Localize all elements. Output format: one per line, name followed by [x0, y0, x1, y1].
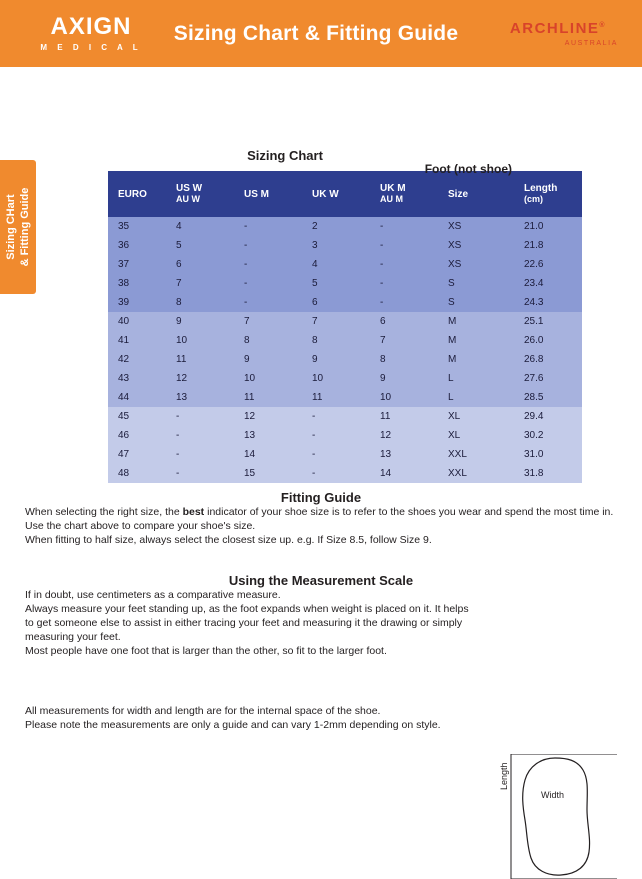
cell-size: XXL: [438, 464, 514, 483]
axign-logo-wordmark: AXIGN: [50, 13, 132, 40]
measurement-paragraph-3: Most people have one foot that is larger than the other, so fit to the larger foot.: [25, 645, 387, 657]
cell-us-w: 11: [166, 350, 234, 369]
cell-us-w: 13: [166, 388, 234, 407]
column-header-us-m: [234, 171, 302, 217]
table-row: [108, 426, 582, 445]
cell-us-w: -: [166, 445, 234, 464]
cell-uk-m: -: [370, 217, 438, 236]
column-header-us-w-label: US W: [176, 183, 203, 194]
table-row: [108, 369, 582, 388]
cell-uk-w: 8: [302, 331, 370, 350]
column-header-euro: [108, 171, 166, 217]
cell-uk-w: 3: [302, 236, 370, 255]
cell-length: 26.0: [514, 331, 582, 350]
cell-uk-w: 9: [302, 350, 370, 369]
cell-uk-m: 13: [370, 445, 438, 464]
cell-size: XS: [438, 236, 514, 255]
column-header-uk-w-label: UK W: [312, 188, 339, 200]
column-header-au-w-label: AU W: [176, 194, 200, 204]
cell-uk-w: -: [302, 464, 370, 483]
cell-size: XS: [438, 217, 514, 236]
cell-uk-m: -: [370, 255, 438, 274]
foot-not-shoe-note: Foot (not shoe): [424, 162, 512, 176]
table-row: [108, 236, 582, 255]
cell-length: 25.1: [514, 312, 582, 331]
cell-length: 21.0: [514, 217, 582, 236]
fitting-guide-p1-pre: When selecting the right size, the: [25, 506, 183, 518]
cell-length: 29.4: [514, 407, 582, 426]
cell-us-w: -: [166, 426, 234, 445]
table-row: [108, 445, 582, 464]
column-header-us-m-label: US M: [244, 188, 269, 200]
cell-size: M: [438, 350, 514, 369]
column-header-length-unit: (cm): [524, 194, 544, 204]
measurement-scale-title: Using the Measurement Scale: [228, 573, 414, 588]
cell-us-m: 7: [234, 312, 302, 331]
cell-uk-m: -: [370, 274, 438, 293]
sizing-chart-section: [108, 148, 558, 483]
cell-uk-m: -: [370, 293, 438, 312]
measurement-paragraph-4: All measurements for width and length are for the internal space of the shoe.: [25, 705, 381, 717]
cell-us-m: -: [234, 293, 302, 312]
table-row: [108, 312, 582, 331]
archline-logo-wordmark: [510, 21, 606, 36]
archline-logo: [492, 20, 642, 47]
cell-euro: 36: [108, 236, 166, 255]
side-tab-line1: Sizing CHart: [5, 194, 17, 260]
cell-us-m: 9: [234, 350, 302, 369]
cell-uk-m: 10: [370, 388, 438, 407]
cell-size: M: [438, 312, 514, 331]
cell-size: S: [438, 293, 514, 312]
cell-length: 30.2: [514, 426, 582, 445]
cell-size: XL: [438, 426, 514, 445]
cell-uk-m: 12: [370, 426, 438, 445]
fitting-guide-p1-post: indicator of your shoe size is to refer to the shoes you wear and spend the most time in. Use the chart above to compare your shoe's size.: [25, 506, 614, 532]
column-header-uk-m-label: UK M: [380, 183, 406, 194]
foot-outline-svg: [497, 754, 617, 879]
cell-uk-w: 11: [302, 388, 370, 407]
cell-us-w: 10: [166, 331, 234, 350]
fitting-guide-p1-emphasis: best: [182, 506, 205, 518]
cell-length: 27.6: [514, 369, 582, 388]
page-title: Sizing Chart & Fitting Guide: [173, 21, 459, 45]
cell-size: L: [438, 388, 514, 407]
cell-uk-w: -: [302, 445, 370, 464]
table-row: [108, 293, 582, 312]
cell-euro: 37: [108, 255, 166, 274]
cell-us-m: 15: [234, 464, 302, 483]
foot-outline-diagram: [497, 754, 617, 879]
cell-length: 21.8: [514, 236, 582, 255]
axign-logo-subtitle: M E D I C A L: [40, 43, 142, 52]
table-row: [108, 388, 582, 407]
cell-euro: 39: [108, 293, 166, 312]
cell-length: 31.8: [514, 464, 582, 483]
column-header-length: [514, 171, 582, 217]
sizing-chart-heading: [108, 148, 512, 163]
cell-euro: 43: [108, 369, 166, 388]
cell-length: 26.8: [514, 350, 582, 369]
measurement-text-column: [25, 602, 480, 732]
cell-us-m: -: [234, 236, 302, 255]
cell-us-m: 14: [234, 445, 302, 464]
table-row: [108, 350, 582, 369]
cell-uk-w: 4: [302, 255, 370, 274]
cell-us-m: -: [234, 274, 302, 293]
column-header-euro-label: EURO: [118, 188, 147, 200]
cell-size: XXL: [438, 445, 514, 464]
cell-us-w: 9: [166, 312, 234, 331]
sizing-table: [108, 171, 582, 483]
cell-length: 31.0: [514, 445, 582, 464]
cell-uk-m: -: [370, 236, 438, 255]
cell-uk-m: 11: [370, 407, 438, 426]
foot-outline-path: [523, 758, 590, 875]
cell-us-m: 10: [234, 369, 302, 388]
measurement-block: [25, 602, 617, 800]
cell-length: 28.5: [514, 388, 582, 407]
column-header-size: [438, 171, 514, 217]
cell-us-m: 12: [234, 407, 302, 426]
table-row: [108, 407, 582, 426]
cell-length: 22.6: [514, 255, 582, 274]
table-row: [108, 274, 582, 293]
cell-us-w: 4: [166, 217, 234, 236]
column-header-uk-w: [302, 171, 370, 217]
cell-uk-w: -: [302, 407, 370, 426]
cell-euro: 40: [108, 312, 166, 331]
cell-us-w: 6: [166, 255, 234, 274]
table-row: [108, 255, 582, 274]
column-header-length-label: Length: [524, 183, 558, 194]
cell-us-w: 5: [166, 236, 234, 255]
sizing-table-body: [108, 217, 582, 483]
table-row: [108, 464, 582, 483]
cell-us-w: 7: [166, 274, 234, 293]
cell-length: 23.4: [514, 274, 582, 293]
cell-size: XS: [438, 255, 514, 274]
cell-uk-m: 14: [370, 464, 438, 483]
table-row: [108, 217, 582, 236]
fitting-guide-title: Fitting Guide: [280, 490, 362, 505]
cell-uk-m: 8: [370, 350, 438, 369]
cell-uk-w: 2: [302, 217, 370, 236]
measurement-paragraph-2: Always measure your feet standing up, as the foot expands when weight is placed on it. It helps to get someone else to assist in either tracing your feet and measuring it the drawing or simply measuring your feet.: [25, 603, 469, 643]
cell-euro: 35: [108, 217, 166, 236]
sizing-table-header-row: [108, 171, 582, 217]
archline-logo-text: ARCHLINE: [509, 20, 600, 37]
cell-euro: 41: [108, 331, 166, 350]
diagram-length-label: Length: [499, 762, 509, 790]
cell-euro: 38: [108, 274, 166, 293]
page-header: [0, 0, 642, 67]
cell-size: S: [438, 274, 514, 293]
cell-euro: 47: [108, 445, 166, 464]
cell-size: L: [438, 369, 514, 388]
axign-logo: [0, 15, 160, 52]
cell-length: 24.3: [514, 293, 582, 312]
cell-us-m: -: [234, 255, 302, 274]
fitting-guide-paragraph-2: When fitting to half size, always select the closest size up. e.g. If Size 8.5, follow Size 9.: [25, 534, 432, 546]
sizing-table-head: [108, 171, 582, 217]
column-header-au-m-label: AU M: [380, 194, 403, 204]
cell-uk-w: 6: [302, 293, 370, 312]
cell-uk-m: 7: [370, 331, 438, 350]
cell-uk-m: 6: [370, 312, 438, 331]
sizing-chart-heading-text: Sizing Chart: [247, 148, 323, 163]
side-tab-line2: & Fitting Guide: [19, 187, 31, 267]
column-header-size-label: Size: [448, 188, 469, 200]
cell-us-w: 8: [166, 293, 234, 312]
cell-size: M: [438, 331, 514, 350]
side-tab: [0, 160, 36, 294]
cell-size: XL: [438, 407, 514, 426]
cell-euro: 44: [108, 388, 166, 407]
guide-content: [25, 490, 617, 800]
registered-trademark-icon: ®: [599, 22, 607, 29]
cell-us-m: 13: [234, 426, 302, 445]
cell-us-w: 12: [166, 369, 234, 388]
measurement-paragraph-1: If in doubt, use centimeters as a comparative measure.: [25, 589, 281, 601]
cell-uk-m: 9: [370, 369, 438, 388]
cell-euro: 46: [108, 426, 166, 445]
cell-uk-w: -: [302, 426, 370, 445]
column-header-us-w: [166, 171, 234, 217]
diagram-width-label: Width: [541, 790, 565, 800]
measurement-paragraph-5: Please note the measurements are only a guide and can vary 1-2mm depending on style.: [25, 719, 441, 731]
archline-logo-subtitle: AUSTRALIA: [564, 40, 618, 47]
cell-us-m: -: [234, 217, 302, 236]
cell-uk-w: 5: [302, 274, 370, 293]
fitting-guide-paragraph-1: [25, 505, 617, 533]
cell-euro: 48: [108, 464, 166, 483]
table-row: [108, 331, 582, 350]
cell-uk-w: 10: [302, 369, 370, 388]
cell-us-m: 8: [234, 331, 302, 350]
cell-us-w: -: [166, 464, 234, 483]
cell-euro: 42: [108, 350, 166, 369]
cell-uk-w: 7: [302, 312, 370, 331]
cell-euro: 45: [108, 407, 166, 426]
cell-us-m: 11: [234, 388, 302, 407]
side-tab-label: [4, 167, 32, 287]
column-header-uk-m: [370, 171, 438, 217]
cell-us-w: -: [166, 407, 234, 426]
